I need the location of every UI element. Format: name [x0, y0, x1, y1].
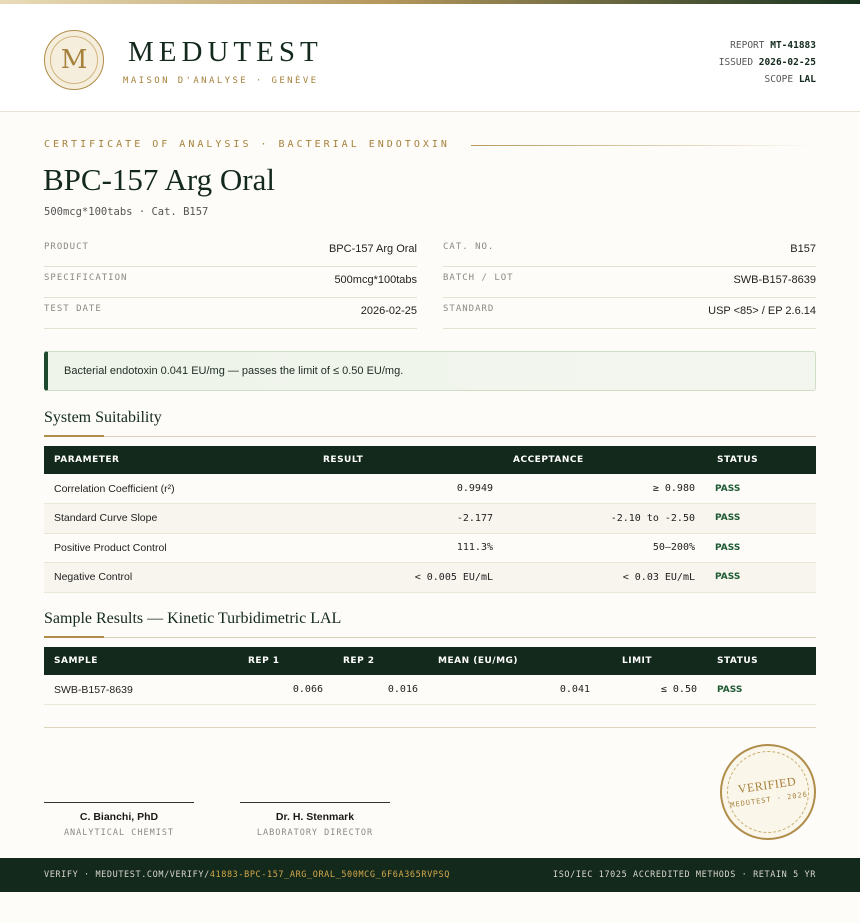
table-row: [44, 474, 816, 504]
table-row: [44, 563, 816, 593]
table-header-row: [44, 647, 816, 675]
status-badge: PASS: [705, 563, 816, 593]
info-row-test-date: [44, 298, 417, 329]
issued-date: 2026-02-25: [758, 57, 816, 68]
accreditation-note: ISO/IEC 17025 ACCREDITED METHODS · RETAIN 5 YR: [552, 870, 816, 880]
info-label: SPECIFICATION: [44, 273, 128, 283]
parameter-cell: Standard Curve Slope: [44, 504, 313, 534]
column-header: REP 1: [238, 647, 333, 675]
sample-id-cell: SWB-B157-8639: [44, 675, 238, 705]
report-meta: [719, 37, 816, 88]
info-label: STANDARD: [443, 304, 495, 314]
verify-prefix: VERIFY · MEDUTEST.COM/VERIFY/: [44, 870, 210, 880]
scope-value: LAL: [798, 74, 816, 85]
table-row: [44, 675, 816, 705]
seal-subtext: MEDUTEST · 2026: [729, 790, 809, 810]
signatory-name: C. Bianchi, PhD: [79, 811, 159, 823]
info-row-standard: [443, 298, 816, 329]
column-header: PARAMETER: [44, 446, 313, 474]
rep1-cell: 0.066: [238, 675, 333, 705]
table-row: [44, 504, 816, 534]
result-cell: -2.177: [313, 504, 503, 534]
info-value: 500mcg*100tabs: [334, 274, 417, 286]
brand-name: MEDUTEST: [128, 36, 323, 68]
signatory-role: LABORATORY DIRECTOR: [256, 828, 374, 838]
result-cell: 111.3%: [313, 533, 503, 563]
kicker-divider: [471, 145, 816, 146]
info-row-specification: [44, 267, 417, 298]
suitability-table: [44, 446, 816, 593]
section-accent: [44, 435, 104, 437]
scope-line: [719, 71, 816, 88]
info-label: CAT. NO.: [443, 242, 495, 252]
rep2-cell: 0.016: [333, 675, 428, 705]
report-header: [0, 4, 860, 112]
table-header-row: [44, 446, 816, 474]
scope-label: SCOPE: [764, 74, 794, 85]
status-badge: PASS: [707, 675, 816, 705]
section-rule: [44, 637, 816, 638]
document-kicker: CERTIFICATE OF ANALYSIS · BACTERIAL ENDOTOXIN: [44, 139, 450, 150]
column-header: SAMPLE: [44, 647, 238, 675]
column-header: STATUS: [707, 647, 816, 675]
column-header: RESULT: [313, 446, 503, 474]
result-notice-text: Bacterial endotoxin 0.041 EU/mg — passes the limit of ≤ 0.50 EU/mg.: [64, 365, 404, 377]
verify-link[interactable]: 41883-BPC-157_ARG_ORAL_500MCG_6F6A365RVPSQ: [209, 870, 450, 880]
result-notice: [44, 351, 816, 391]
parameter-cell: Positive Product Control: [44, 533, 313, 563]
verify-line: [44, 870, 450, 880]
report-footer: [0, 858, 860, 892]
info-value: USP <85> / EP 2.6.14: [708, 305, 816, 317]
mean-cell: 0.041: [428, 675, 600, 705]
status-badge: PASS: [705, 504, 816, 534]
report-id: MT-41883: [770, 40, 816, 51]
parameter-cell: Negative Control: [44, 563, 313, 593]
status-badge: PASS: [705, 474, 816, 504]
result-cell: 0.9949: [313, 474, 503, 504]
brand-tagline: MAISON D'ANALYSE · GENÈVE: [123, 76, 319, 86]
info-row-cat-no: [443, 236, 816, 267]
status-badge: PASS: [705, 533, 816, 563]
section-accent: [44, 636, 104, 638]
acceptance-cell: < 0.03 EU/mL: [503, 563, 705, 593]
info-label: BATCH / LOT: [443, 273, 514, 283]
limit-cell: ≤ 0.50: [600, 675, 707, 705]
section-title-suitability: System Suitability: [44, 409, 162, 426]
table-row: [44, 533, 816, 563]
content-divider: [44, 727, 816, 728]
acceptance-cell: ≥ 0.980: [503, 474, 705, 504]
info-value: 2026-02-25: [360, 305, 417, 317]
sample-results-table: [44, 647, 816, 705]
report-id-line: [719, 37, 816, 54]
logo-letter: M: [60, 45, 88, 75]
section-rule: [44, 436, 816, 437]
acceptance-cell: 50–200%: [503, 533, 705, 563]
info-row-product: [44, 236, 417, 267]
info-value: B157: [790, 243, 816, 255]
acceptance-cell: -2.10 to -2.50: [503, 504, 705, 534]
brand-logo: [44, 30, 104, 90]
section-title-samples: Sample Results — Kinetic Turbidimetric LAL: [44, 610, 342, 627]
seal-text: VERIFIED: [736, 774, 798, 797]
issued-label: ISSUED: [718, 57, 754, 68]
parameter-cell: Correlation Coefficient (r²): [44, 474, 313, 504]
report-label: REPORT: [730, 40, 765, 51]
column-header: MEAN (EU/MG): [428, 647, 600, 675]
column-header: ACCEPTANCE: [503, 446, 705, 474]
column-header: REP 2: [333, 647, 428, 675]
info-label: PRODUCT: [44, 242, 89, 252]
info-label: TEST DATE: [44, 304, 102, 314]
page-subtitle: 500mcg*100tabs · Cat. B157: [44, 206, 209, 218]
page-title: BPC-157 Arg Oral: [43, 162, 275, 197]
signature-analytical-chemist: [44, 802, 194, 838]
result-cell: < 0.005 EU/mL: [313, 563, 503, 593]
signatory-name: Dr. H. Stenmark: [275, 811, 355, 823]
column-header: STATUS: [705, 446, 816, 474]
info-value: SWB-B157-8639: [733, 274, 816, 286]
issued-line: [719, 54, 816, 71]
signature-laboratory-director: [240, 802, 390, 838]
column-header: LIMIT: [600, 647, 707, 675]
verified-seal: [714, 738, 822, 846]
info-value: BPC-157 Arg Oral: [328, 243, 417, 255]
signatory-role: ANALYTICAL CHEMIST: [63, 828, 175, 838]
info-row-batch-lot: [443, 267, 816, 298]
